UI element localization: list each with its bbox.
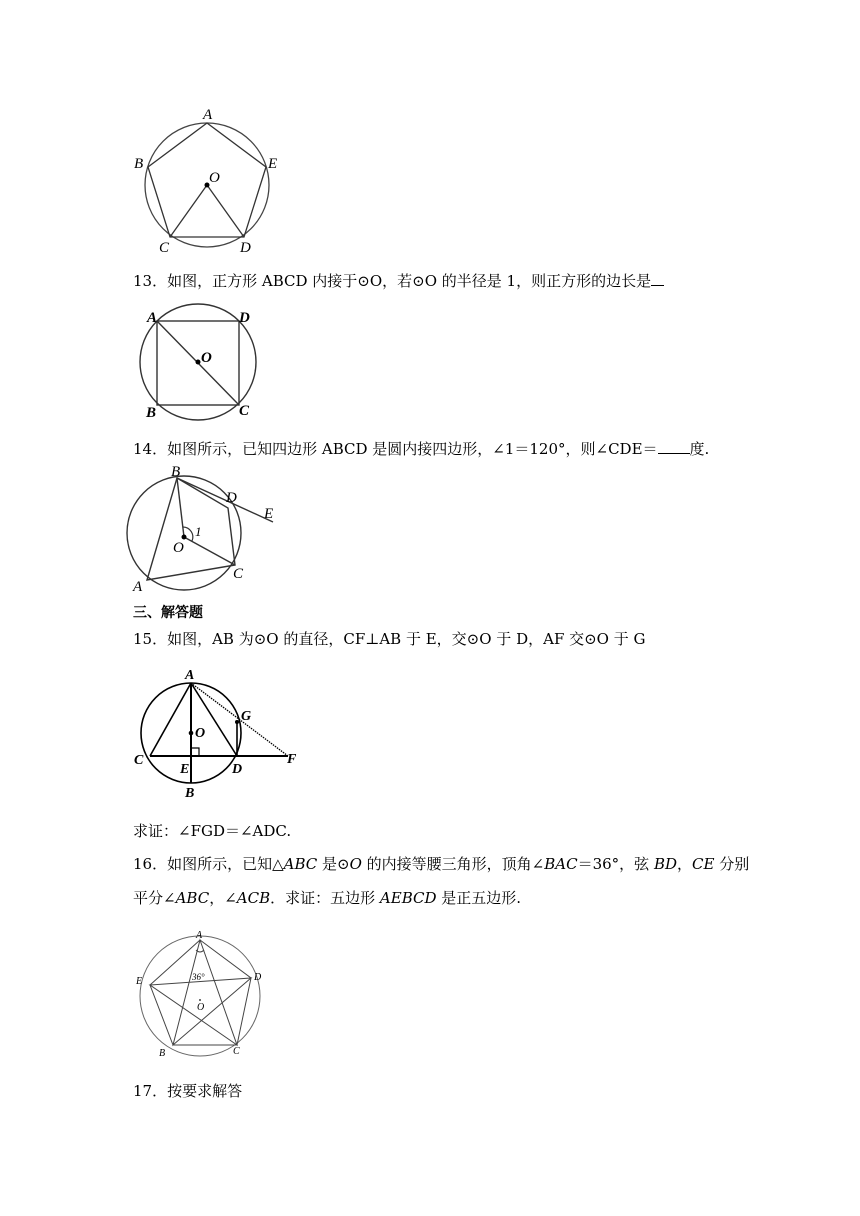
label-o: O (173, 540, 184, 556)
q16-text-1: 16．如图所示，已知△ (133, 855, 284, 873)
label-a: A (133, 579, 143, 595)
label-d: D (232, 762, 243, 777)
center-dot (189, 731, 194, 736)
radius-ob (177, 478, 184, 537)
q15-figure (130, 665, 305, 805)
q16-text-3: 是⊙ (317, 855, 350, 873)
pentagon-figure (125, 100, 295, 260)
label-c: C (233, 566, 244, 582)
q16-l2-abc: ABC (175, 889, 210, 907)
q16-o: O (349, 855, 362, 873)
q16-bac: BAC (544, 855, 578, 873)
question-13-text: 13．如图，正方形 ABCD 内接于⊙O，若⊙O 的半径是 1，则正方形的边长是 (133, 272, 652, 290)
q16-l2-a: 平分∠ (133, 889, 176, 907)
label-c: C (134, 753, 144, 768)
label-f: F (287, 752, 297, 767)
right-angle-mark (191, 748, 199, 756)
label-d: D (239, 310, 250, 326)
label-c: C (239, 403, 250, 419)
q16-l2-aebcd: AEBCD (379, 889, 437, 907)
q16-ce: CE (692, 855, 715, 873)
label-c: C (233, 1046, 240, 1057)
center-dot (199, 999, 201, 1001)
point-g-dot (235, 720, 239, 724)
question-16-line2 (133, 887, 521, 909)
cyclic-quad-figure (125, 462, 285, 597)
label-o: O (201, 350, 212, 366)
label-e: E (268, 156, 278, 172)
question-14-unit: 度. (689, 440, 710, 458)
question-17 (133, 1080, 242, 1102)
label-a: A (196, 930, 203, 941)
question-15 (133, 628, 646, 650)
label-a: A (185, 668, 195, 683)
label-d: D (240, 240, 251, 256)
q16-abc: ABC (283, 855, 318, 873)
q16-circle (140, 936, 260, 1056)
line-ac (150, 683, 191, 756)
q16-l2-acb: ACB (236, 889, 271, 907)
q16-pentagon (150, 940, 251, 1045)
label-b: B (146, 405, 157, 421)
label-d: D (254, 972, 262, 983)
radius-oc (184, 537, 235, 565)
label-b: B (134, 156, 144, 172)
q16-l2-c: ，∠ (209, 889, 237, 907)
label-c: C (159, 240, 170, 256)
label-e: E (180, 762, 190, 777)
q16-l2-e: ．求证：五边形 (270, 889, 380, 907)
label-1: 1 (195, 524, 202, 539)
question-15-proof (133, 820, 291, 842)
radius-oc (170, 185, 207, 237)
label-d: D (226, 490, 237, 506)
question-16 (133, 853, 749, 875)
label-a: A (203, 107, 213, 123)
center-dot (182, 535, 187, 540)
answer-blank-14[interactable] (658, 439, 690, 454)
label-g: G (241, 709, 252, 724)
label-b: B (159, 1048, 166, 1059)
center-dot (196, 360, 201, 365)
label-b: B (185, 786, 195, 801)
label-b: B (171, 464, 181, 480)
label-a: A (147, 310, 158, 326)
q16-text-9: ， (677, 855, 693, 873)
question-15-text: 15．如图，AB 为⊙O 的直径，CF⊥AB 于 E，交⊙O 于 D，AF 交⊙O 于 G (133, 630, 646, 648)
pentagon-shape (148, 123, 266, 237)
square-figure (135, 300, 265, 425)
label-o: O (197, 1002, 205, 1013)
answer-blank-13[interactable] (651, 271, 664, 286)
label-o: O (195, 726, 206, 741)
q16-text-7: ＝36°，弦 (577, 855, 654, 873)
label-e: E (264, 506, 274, 522)
q16-figure (130, 928, 270, 1058)
q16-pentagram (150, 940, 251, 1045)
question-15-proof-text: 求证：∠FGD＝∠ADC. (133, 822, 292, 840)
question-13 (133, 270, 664, 292)
q16-bd: BD (653, 855, 678, 873)
line-ad (191, 683, 237, 756)
section-heading: 三、解答题 (133, 605, 203, 621)
question-14 (133, 438, 709, 460)
quad-shape (147, 478, 235, 580)
label-e: E (136, 976, 143, 987)
angle-36-label: 36° (192, 972, 205, 982)
question-14-text: 14．如图所示，已知四边形 ABCD 是圆内接四边形，∠1＝120°，则∠CDE＝ (133, 440, 658, 458)
question-17-text: 17．按要求解答 (133, 1082, 243, 1100)
line-de (177, 478, 273, 522)
label-o: O (209, 170, 220, 186)
q16-l2-g: 是正五边形. (436, 889, 522, 907)
q16-text-11: 分别 (714, 855, 750, 873)
q16-text-5: 的内接等腰三角形，顶角∠ (361, 855, 545, 873)
radius-od (207, 185, 244, 237)
